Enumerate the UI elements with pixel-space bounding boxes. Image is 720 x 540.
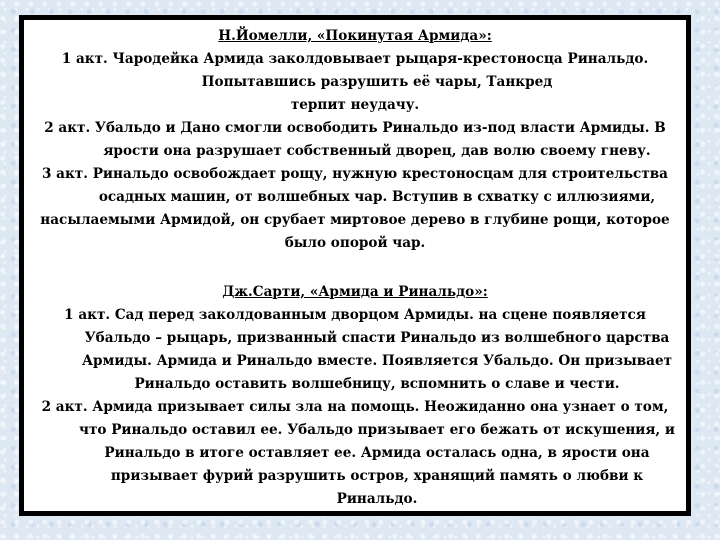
- section2-act2-text: 2 акт. Армида призывает силы зла на помощь. Неожиданно она узнает о том, что Ринальдо оставил ее. Убальдо призывает его бежать от искушения, и Ринальдо в итоге оставляет ее. Армида осталась одна, в ярости она призывает фурий разрушить остров, хранящий память о любви к Ринальдо.: [41, 399, 675, 507]
- section1-heading: Н.Йомелли, «Покинутая Армида»:: [218, 28, 492, 44]
- section2-heading: Дж.Сарти, «Армида и Ринальдо»:: [222, 284, 488, 300]
- slide-content: [32, 25, 678, 507]
- section1-act2-text: 2 акт. Убальдо и Дано смогли освободить Ринальдо из-под власти Армиды. В ярости она разрушает собственный дворец, дав волю своему гневу.: [44, 120, 666, 159]
- slide-frame: [19, 15, 691, 516]
- section1-act1-continuation: терпит неудачу.: [290, 97, 420, 113]
- section1-act1-text: 1 акт. Чародейка Армида заколдовывает рыцаря-крестоносца Ринальдо. Попытавшись разрушить её чары, Танкред: [61, 51, 649, 90]
- section2-act1-text: 1 акт. Сад перед заколдованным дворцом Армиды. на сцене появляется Убальдо – рыцарь, призванный спасти Ринальдо из волшебного царства Армиды. Армида и Ринальдо вместе. Появляется Убальдо. Он призывает Ринальдо оставить волшебницу, вспомнить о славе и чести.: [64, 307, 673, 392]
- section-spacer: [32, 255, 678, 281]
- section1-act3-continuation: насылаемыми Армидой, он срубает миртовое дерево в глубине рощи, которое было опорой чар.: [40, 212, 670, 251]
- section1-act3-text: 3 акт. Ринальдо освобождает рощу, нужную крестоносцам для строительства осадных машин, от волшебных чар. Вступив в схватку с иллюзиями,: [41, 166, 668, 205]
